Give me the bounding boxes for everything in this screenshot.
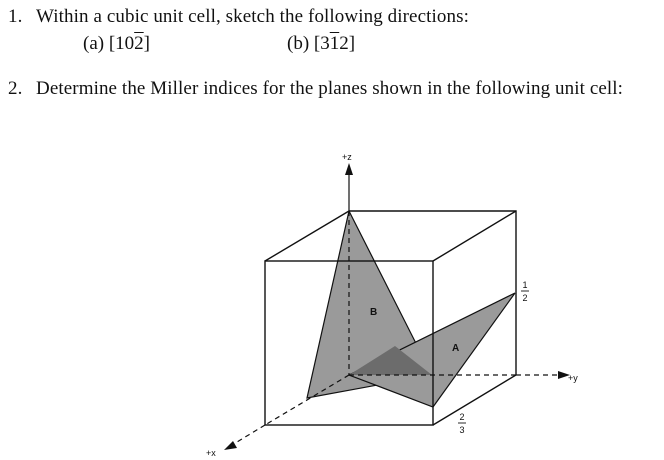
- direction-a-index-end: ]: [143, 33, 150, 54]
- direction-b-index-start: [3: [313, 33, 330, 54]
- y-axis-label: +y: [568, 373, 578, 383]
- direction-a-label: (a): [83, 33, 105, 54]
- question-2-text: Determine the Miller indices for the planes shown in the following unit cell:: [36, 78, 624, 99]
- fraction-two-thirds-denominator: 3: [459, 425, 465, 435]
- x-axis-line: [232, 425, 265, 445]
- direction-b-index-barred: 1: [329, 33, 340, 54]
- question-1-text: Within a cubic unit cell, sketch the following directions:: [36, 6, 469, 27]
- z-axis-arrowhead: [345, 163, 353, 175]
- plane-a-label: A: [452, 343, 460, 354]
- x-axis-arrowhead: [224, 441, 237, 450]
- fraction-two-thirds-numerator: 2: [459, 412, 465, 422]
- direction-b-index-end: 2]: [339, 33, 356, 54]
- fraction-two-thirds: [458, 412, 466, 435]
- direction-a-index-barred: 2: [134, 33, 144, 54]
- fraction-one-half-denominator: 2: [522, 293, 528, 303]
- direction-a-index-start: [10: [108, 33, 135, 54]
- x-axis-label: +x: [206, 448, 216, 458]
- question-1-number: 1.: [8, 6, 23, 27]
- fraction-one-half: [521, 280, 529, 303]
- fraction-one-half-numerator: 1: [522, 280, 528, 290]
- z-axis-label: +z: [342, 152, 352, 162]
- plane-b-label: B: [370, 307, 378, 318]
- question-2-number: 2.: [8, 78, 23, 99]
- direction-b-label: (b): [287, 33, 310, 54]
